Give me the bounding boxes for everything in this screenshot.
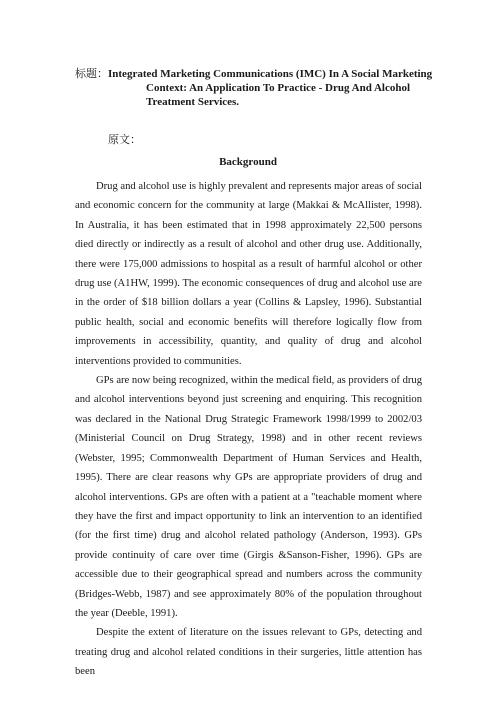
title-first-line	[75, 67, 435, 81]
paragraph-1: Drug and alcohol use is highly prevalent and represents major areas of social and economic concern for the community at large (Makkai & McAllister, 1998). In Australia, it has been estimated that in 1998 approximately 22,500 persons died directly or indirectly as a result of alcohol and other drug use. Additionally, there were 175,000 admissions to hospital as a result of harmful alcohol or other drug use (A1HW, 1999). The economic consequences of drug and alcohol use are in the order of $18 billion dollars a year (Collins & Lapsley, 1996). Substantial public health, social and economic benefits will therefore logically flow from improvements in accessibility, quantity, and quality of drug and alcohol interventions provided to communities.	[75, 181, 422, 367]
title-line-3: Treatment Services.	[146, 96, 240, 108]
title-line-1: Integrated Marketing Communications (IMC) In A Social Marketing	[108, 68, 433, 80]
original-text-label: 原文：	[108, 134, 141, 146]
title-label: 标题：	[75, 68, 108, 80]
title-block	[75, 67, 435, 109]
section-heading: Background	[219, 156, 277, 168]
title-line-2: Context: An Application To Practice - Drug And Alcohol	[146, 82, 411, 94]
paragraph-3: Despite the extent of literature on the issues relevant to GPs, detecting and treating drug and alcohol related conditions in their surgeries, little attention has been	[75, 627, 422, 678]
body-text	[75, 177, 422, 682]
paragraph-2: GPs are now being recognized, within the medical field, as providers of drug and alcohol interventions beyond just screening and enquiring. This recognition was declared in the National Drug Strategic Framework 1998/1999 to 2002/03 (Ministerial Council on Drug Strategy, 1998) and in other recent reviews (Webster, 1995; Commonwealth Department of Human Services and Health, 1995). There are clear reasons why GPs are appropriate providers of drug and alcohol interventions. GPs are often with a patient at a "teachable moment where they have the first and impact opportunity to link an intervention to an identified (for the first time) drug and alcohol related pathology (Anderson, 1993). GPs provide continuity of care over time (Girgis &Sanson-Fisher, 1996). GPs are accessible due to their geographical spread and numbers across the community (Bridges-Webb, 1987) and see approximately 80% of the population throughout the year (Deeble, 1991).	[75, 375, 422, 619]
